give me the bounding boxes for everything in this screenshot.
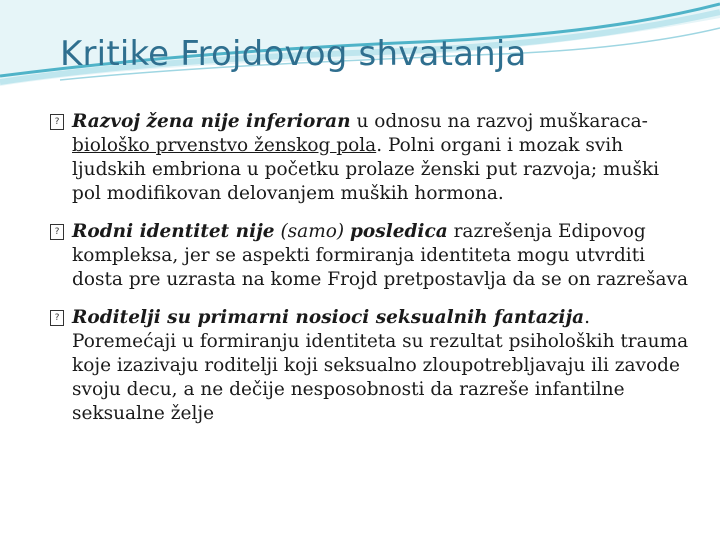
bullet-item-gender-identity [50,220,690,292]
bullet-emphasis: Razvoj žena nije inferioran [72,111,351,132]
bullet-text: . Polni organi i mozak svih ljudskih embriona u početku prolaze ženski put razvoja; muški pol modifikovan delovanjem muških hormona. [72,135,660,204]
bullet-icon: ? [50,224,64,240]
bullet-emphasis: posledica [350,221,448,242]
bullet-text: razrešenja Edipovog kompleksa, jer se aspekti formiranja identiteta mogu utvrditi dosta pre uzrasta na kome Frojd pretpostavlja da se on razrešava [72,221,688,290]
bullet-italic-text: (samo) [280,221,345,242]
bullet-emphasis: Rodni identitet nije [72,221,275,242]
bullet-text: u odnosu na razvoj muškaraca- [350,111,648,132]
bullet-icon: ? [50,310,64,326]
bullet-item-parents-fantasies [50,306,690,426]
bullet-underlined-text: biološko prvenstvo ženskog pola [72,135,377,156]
slide-title: Kritike Frojdovog shvatanja [60,34,527,74]
bullet-list [50,110,690,440]
bullet-icon: ? [50,114,64,130]
bullet-emphasis: Roditelji su primarni nosioci seksualnih fantazija [72,307,585,328]
bullet-item-women-development [50,110,690,206]
bullet-text: . Poremećaji u formiranju identiteta su rezultat psiholoških trauma koje izazivaju roditelji koji seksualno zloupotrebljavaju ili zavode svoju decu, a ne dečije nesposobnosti da razreše infantilne seksualne želje [72,307,689,424]
